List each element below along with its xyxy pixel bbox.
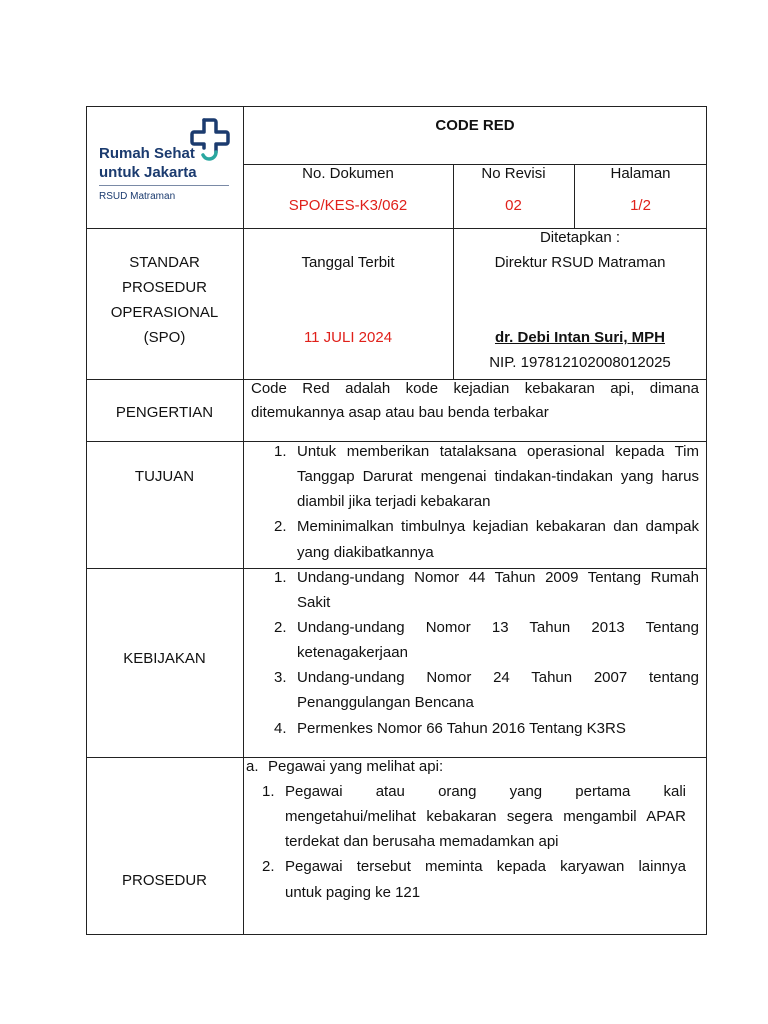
tanggal-terbit-label: Tanggal Terbit: [301, 254, 395, 271]
prosedur-item-2-number: 2.: [262, 858, 275, 875]
plus-cross-logo-icon: [190, 118, 230, 162]
prosedur-item-1-line-1: Pegawai atau orang yang pertama kali: [285, 783, 686, 800]
tujuan-item-1-number: 1.: [274, 443, 287, 460]
pengertian-line-1: Code Red adalah kode kejadian kebakaran api, dimana: [251, 380, 699, 397]
kebijakan-item-1-line-1: Undang-undang Nomor 44 Tahun 2009 Tentang Rumah: [297, 569, 699, 586]
signer-name: dr. Debi Intan Suri, MPH: [494, 329, 666, 346]
prosedur-item-2-line-1: Pegawai tersebut meminta kepada karyawan lainnya: [285, 858, 686, 875]
spo-label-line-4: (SPO): [143, 329, 186, 346]
prosedur-sub-a-letter: a.: [246, 758, 259, 775]
pengertian-label: PENGERTIAN: [115, 404, 214, 421]
kebijakan-item-3-line-2: Penanggulangan Bencana: [297, 694, 474, 711]
prosedur-item-1-line-3: terdekat dan berusaha memadamkan api: [285, 833, 559, 850]
kebijakan-label: KEBIJAKAN: [123, 650, 206, 667]
signer-nip: NIP. 197812102008012025: [489, 354, 671, 371]
no-revisi-value: 02: [505, 197, 522, 214]
tujuan-item-1-line-1: Untuk memberikan tatalaksana operasional kepada Tim: [297, 443, 699, 460]
tujuan-item-2-number: 2.: [274, 518, 287, 535]
logo-subtitle: RSUD Matraman: [99, 191, 176, 202]
tujuan-item-2-line-2: yang diakibatkannya: [297, 544, 434, 561]
no-revisi-label: No Revisi: [481, 165, 546, 182]
kebijakan-item-3-number: 3.: [274, 669, 287, 686]
prosedur-label: PROSEDUR: [121, 872, 207, 889]
kebijakan-item-4-line-1: Permenkes Nomor 66 Tahun 2016 Tentang K3RS: [297, 720, 626, 737]
logo-underline: [99, 185, 229, 186]
spo-label-line-1: STANDAR: [129, 254, 200, 271]
prosedur-item-1-number: 1.: [262, 783, 275, 800]
direktur-label: Direktur RSUD Matraman: [494, 254, 666, 271]
prosedur-item-2-line-2: untuk paging ke 121: [285, 884, 421, 901]
kebijakan-item-4-number: 4.: [274, 720, 287, 737]
tujuan-item-1-line-3: diambil jika terjadi kebakaran: [297, 493, 491, 510]
prosedur-item-1-line-2: mengetahui/melihat kebakaran segera mengambil APAR: [285, 808, 686, 825]
pengertian-line-2: ditemukannya asap atau bau benda terbakar: [251, 404, 549, 421]
spo-label-line-2: PROSEDUR: [121, 279, 207, 296]
kebijakan-item-2-line-1: Undang-undang Nomor 13 Tahun 2013 Tentang: [297, 619, 699, 636]
tujuan-label: TUJUAN: [134, 468, 195, 485]
prosedur-sub-a-text: Pegawai yang melihat api:: [268, 758, 444, 775]
kebijakan-item-2-number: 2.: [274, 619, 287, 636]
halaman-value: 1/2: [630, 197, 651, 214]
tujuan-item-2-line-1: Meminimalkan timbulnya kejadian kebakaran dan dampak: [297, 518, 699, 535]
logo-line-1: Rumah Sehat: [99, 145, 195, 162]
tujuan-item-1-line-2: Tanggap Darurat mengenai tindakan-tindakan yang harus: [297, 468, 699, 485]
no-dokumen-value: SPO/KES-K3/062: [288, 197, 408, 214]
halaman-label: Halaman: [610, 165, 671, 182]
document-title: CODE RED: [435, 117, 515, 134]
column-divider: [243, 106, 244, 935]
kebijakan-item-1-line-2: Sakit: [297, 594, 331, 611]
spo-label-line-3: OPERASIONAL: [110, 304, 219, 321]
logo-line-2: untuk Jakarta: [99, 164, 197, 181]
kebijakan-item-2-line-2: ketenagakerjaan: [297, 644, 408, 661]
kebijakan-item-3-line-1: Undang-undang Nomor 24 Tahun 2007 tentang: [297, 669, 699, 686]
tanggal-terbit-value: 11 JULI 2024: [303, 329, 393, 346]
ditetapkan-label: Ditetapkan :: [539, 229, 621, 246]
kebijakan-item-1-number: 1.: [274, 569, 287, 586]
no-dokumen-label: No. Dokumen: [302, 165, 394, 182]
